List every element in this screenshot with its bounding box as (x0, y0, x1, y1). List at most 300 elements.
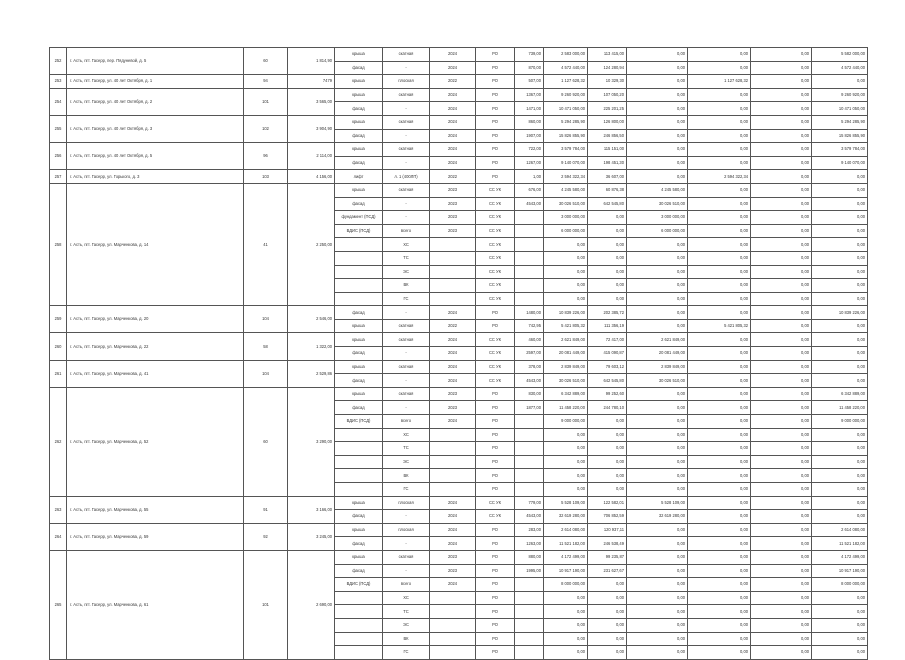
building-number-cell: 260 (50, 333, 67, 360)
volume-cell (515, 632, 544, 646)
total-cost-cell: 32 619 280,00 (544, 510, 588, 524)
building-area-cell: 3 166,00 (288, 496, 335, 523)
local-cell: 0,00 (688, 428, 751, 442)
owners-cell: 0,00 (751, 238, 812, 252)
local-cell: 0,00 (688, 401, 751, 415)
result-cell: 0,00 (812, 224, 868, 238)
table-row (50, 183, 905, 197)
regional-cell: 0,00 (627, 550, 688, 564)
source-cell: РО (476, 143, 515, 157)
material-cell: скатная (383, 143, 430, 157)
address-cell: г. Асть, пгт. Гасерр, ул. Марченкова, д. 14 (67, 183, 244, 305)
local-cell: 0,00 (688, 211, 751, 225)
owners-cell: 0,00 (751, 265, 812, 279)
regional-cell: 0,00 (627, 483, 688, 497)
regional-cell: 0,00 (627, 387, 688, 401)
regional-cell: 0,00 (627, 170, 688, 184)
work-type-cell: фундамент (ПСД) (335, 211, 383, 225)
volume-cell: 1877,00 (515, 401, 544, 415)
federal-cell: 0,00 (588, 591, 627, 605)
owners-cell: 0,00 (751, 374, 812, 388)
regional-cell: 0,00 (627, 61, 688, 75)
work-year-cell (430, 265, 476, 279)
work-year-cell: 2024 (430, 129, 476, 143)
regional-cell: 2 621 849,00 (627, 333, 688, 347)
total-cost-cell: 10 917 190,00 (544, 564, 588, 578)
result-cell: 15 826 855,90 (812, 129, 868, 143)
work-year-cell (430, 605, 476, 619)
total-cost-cell: 6 342 889,00 (544, 387, 588, 401)
table-row (50, 143, 905, 157)
material-cell: плоская (383, 75, 430, 89)
material-cell: - (383, 306, 430, 320)
volume-cell: 722,00 (515, 143, 544, 157)
federal-cell: 79 603,12 (588, 360, 627, 374)
local-cell: 0,00 (688, 455, 751, 469)
work-year-cell: 2024 (430, 415, 476, 429)
regional-cell: 5 528 109,00 (627, 496, 688, 510)
federal-cell: 0,00 (588, 428, 627, 442)
source-cell: РО (476, 129, 515, 143)
source-cell: РО (476, 483, 515, 497)
result-cell: 0,00 (812, 483, 868, 497)
material-cell: скатная (383, 319, 430, 333)
building-year-cell: 60 (244, 48, 288, 75)
material-cell: скатная (383, 387, 430, 401)
material-cell: - (383, 374, 430, 388)
regional-cell: 0,00 (627, 537, 688, 551)
total-cost-cell: 0,00 (544, 605, 588, 619)
work-year-cell (430, 483, 476, 497)
owners-cell: 0,00 (751, 156, 812, 170)
source-cell: РО (476, 455, 515, 469)
table-row (50, 550, 905, 564)
source-cell: РО (476, 632, 515, 646)
source-cell: РО (476, 306, 515, 320)
work-year-cell: 2024 (430, 143, 476, 157)
regional-cell: 0,00 (627, 319, 688, 333)
work-type-cell: крыша (335, 333, 383, 347)
federal-cell: 0,00 (588, 292, 627, 306)
result-cell: 10 917 190,00 (812, 564, 868, 578)
total-cost-cell: 5 421 805,32 (544, 319, 588, 333)
federal-cell: 72 417,00 (588, 333, 627, 347)
work-type-cell: фасад (335, 197, 383, 211)
work-type-cell: крыша (335, 550, 383, 564)
total-cost-cell: 0,00 (544, 469, 588, 483)
owners-cell: 0,00 (751, 306, 812, 320)
material-cell: ТС (383, 251, 430, 265)
total-cost-cell: 1 127 628,32 (544, 75, 588, 89)
federal-cell: 99 252,60 (588, 387, 627, 401)
owners-cell: 0,00 (751, 88, 812, 102)
work-type-cell (335, 469, 383, 483)
material-cell: скатная (383, 183, 430, 197)
federal-cell: 706 852,59 (588, 510, 627, 524)
owners-cell: 0,00 (751, 197, 812, 211)
work-year-cell: 2024 (430, 523, 476, 537)
owners-cell: 0,00 (751, 591, 812, 605)
owners-cell: 0,00 (751, 224, 812, 238)
volume-cell: 4543,00 (515, 374, 544, 388)
result-cell: 4 572 440,00 (812, 61, 868, 75)
local-cell: 0,00 (688, 143, 751, 157)
source-cell: СС УК (476, 183, 515, 197)
material-cell: - (383, 197, 430, 211)
regional-cell: 0,00 (627, 48, 688, 62)
volume-cell (515, 483, 544, 497)
work-year-cell: 2024 (430, 347, 476, 361)
work-type-cell: крыша (335, 183, 383, 197)
result-cell: 0,00 (812, 197, 868, 211)
work-year-cell (430, 428, 476, 442)
regional-cell: 0,00 (627, 75, 688, 89)
source-cell: РО (476, 537, 515, 551)
source-cell: РО (476, 156, 515, 170)
local-cell: 0,00 (688, 279, 751, 293)
regional-cell: 0,00 (627, 469, 688, 483)
regional-cell: 20 081 449,00 (627, 347, 688, 361)
volume-cell (515, 605, 544, 619)
local-cell: 0,00 (688, 156, 751, 170)
owners-cell: 0,00 (751, 523, 812, 537)
result-cell: 0,00 (812, 510, 868, 524)
building-year-cell: 91 (244, 496, 288, 523)
material-cell: скатная (383, 360, 430, 374)
total-cost-cell: 2 839 849,00 (544, 360, 588, 374)
local-cell: 0,00 (688, 387, 751, 401)
material-cell: всего (383, 578, 430, 592)
work-year-cell: 2023 (430, 211, 476, 225)
table-row (50, 360, 905, 374)
owners-cell: 0,00 (751, 143, 812, 157)
federal-cell: 115 151,00 (588, 143, 627, 157)
work-year-cell: 2023 (430, 401, 476, 415)
building-year-cell: 58 (244, 333, 288, 360)
result-cell: 0,00 (812, 292, 868, 306)
local-cell: 0,00 (688, 197, 751, 211)
address-cell: г. Асть, пгт. Гасерр, ул. Марченкова, д. 20 (67, 306, 244, 333)
volume-cell (515, 428, 544, 442)
work-year-cell: 2024 (430, 510, 476, 524)
total-cost-cell: 2 583 000,00 (544, 48, 588, 62)
total-cost-cell: 0,00 (544, 618, 588, 632)
local-cell: 1 127 628,32 (688, 75, 751, 89)
federal-cell: 0,00 (588, 224, 627, 238)
local-cell: 0,00 (688, 360, 751, 374)
address-cell: г. Асть, пгт. Гасерр, ул. 40 лет Октября, д. 3 (67, 115, 244, 142)
volume-cell (515, 455, 544, 469)
federal-cell: 122 582,01 (588, 496, 627, 510)
federal-cell: 111 356,19 (588, 319, 627, 333)
building-year-cell: 41 (244, 183, 288, 305)
local-cell: 0,00 (688, 483, 751, 497)
result-cell: 10 839 226,00 (812, 306, 868, 320)
material-cell: скатная (383, 48, 430, 62)
regional-cell: 0,00 (627, 251, 688, 265)
total-cost-cell: 0,00 (544, 455, 588, 469)
total-cost-cell: 30 026 510,00 (544, 197, 588, 211)
volume-cell: 742,95 (515, 319, 544, 333)
work-year-cell: 2023 (430, 224, 476, 238)
local-cell: 0,00 (688, 591, 751, 605)
result-cell: 0,00 (812, 646, 868, 660)
total-cost-cell: 10 839 226,00 (544, 306, 588, 320)
material-cell: - (383, 537, 430, 551)
regional-cell: 0,00 (627, 415, 688, 429)
material-cell: - (383, 564, 430, 578)
federal-cell: 10 329,30 (588, 75, 627, 89)
local-cell: 0,00 (688, 469, 751, 483)
total-cost-cell: 0,00 (544, 265, 588, 279)
work-type-cell (335, 251, 383, 265)
building-number-cell: 262 (50, 387, 67, 496)
building-area-cell: 2 690,00 (288, 550, 335, 659)
result-cell: 0,00 (812, 428, 868, 442)
local-cell: 0,00 (688, 496, 751, 510)
source-cell: РО (476, 75, 515, 89)
address-cell: г. Асть, пгт. Гасерр, ул. Марченкова, д. 61 (67, 550, 244, 659)
federal-cell: 124 280,94 (588, 61, 627, 75)
source-cell: СС УК (476, 238, 515, 252)
regional-cell: 0,00 (627, 156, 688, 170)
regional-cell: 0,00 (627, 618, 688, 632)
work-year-cell: 2024 (430, 578, 476, 592)
result-cell: 0,00 (812, 496, 868, 510)
address-cell: г. Асть, пгт. Гасерр, ул. Марченкова, д. 59 (67, 523, 244, 550)
regional-cell: 0,00 (627, 279, 688, 293)
local-cell: 0,00 (688, 618, 751, 632)
work-type-cell: лифт (335, 170, 383, 184)
federal-cell: 0,00 (588, 455, 627, 469)
source-cell: СС УК (476, 251, 515, 265)
building-area-cell: 2 546,00 (288, 306, 335, 333)
federal-cell: 198 451,30 (588, 156, 627, 170)
source-cell: СС УК (476, 374, 515, 388)
material-cell: - (383, 102, 430, 116)
source-cell: СС УК (476, 279, 515, 293)
regional-cell: 2 839 849,00 (627, 360, 688, 374)
total-cost-cell: 2 621 849,00 (544, 333, 588, 347)
material-cell: ТС (383, 442, 430, 456)
work-year-cell: 2024 (430, 496, 476, 510)
federal-cell: 0,00 (588, 632, 627, 646)
regional-cell: 0,00 (627, 632, 688, 646)
local-cell: 0,00 (688, 306, 751, 320)
total-cost-cell: 0,00 (544, 646, 588, 660)
federal-cell: 246 856,50 (588, 129, 627, 143)
owners-cell: 0,00 (751, 333, 812, 347)
federal-cell: 202 385,72 (588, 306, 627, 320)
federal-cell: 0,00 (588, 605, 627, 619)
federal-cell: 0,00 (588, 415, 627, 429)
work-year-cell: 2024 (430, 102, 476, 116)
federal-cell: 99 235,87 (588, 550, 627, 564)
source-cell: РО (476, 401, 515, 415)
building-number-cell: 254 (50, 88, 67, 115)
building-area-cell: 2 114,00 (288, 143, 335, 170)
owners-cell: 0,00 (751, 537, 812, 551)
source-cell: РО (476, 646, 515, 660)
material-cell: всего (383, 415, 430, 429)
federal-cell: 36 607,00 (588, 170, 627, 184)
work-year-cell (430, 238, 476, 252)
total-cost-cell: 0,00 (544, 251, 588, 265)
work-year-cell: 2024 (430, 156, 476, 170)
work-type-cell: ВДИС (ПСД) (335, 415, 383, 429)
table-row (50, 387, 905, 401)
source-cell: СС УК (476, 333, 515, 347)
source-cell: РО (476, 618, 515, 632)
owners-cell: 0,00 (751, 347, 812, 361)
federal-cell: 107 050,20 (588, 88, 627, 102)
owners-cell: 0,00 (751, 428, 812, 442)
total-cost-cell: 2 594 322,34 (544, 170, 588, 184)
volume-cell (515, 279, 544, 293)
volume-cell: 880,00 (515, 550, 544, 564)
result-cell: 0,00 (812, 319, 868, 333)
material-cell: ЭС (383, 265, 430, 279)
local-cell: 0,00 (688, 510, 751, 524)
work-type-cell: крыша (335, 88, 383, 102)
result-cell: 0,00 (812, 455, 868, 469)
work-type-cell (335, 483, 383, 497)
source-cell: РО (476, 170, 515, 184)
result-cell: 0,00 (812, 170, 868, 184)
work-type-cell: крыша (335, 360, 383, 374)
address-cell: г. Асть, пгт. Гасерр, ул. Марченкова, д. 22 (67, 333, 244, 360)
building-number-cell: 257 (50, 170, 67, 184)
owners-cell: 0,00 (751, 61, 812, 75)
total-cost-cell: 9 000 000,00 (544, 415, 588, 429)
local-cell: 0,00 (688, 442, 751, 456)
volume-cell: 460,00 (515, 333, 544, 347)
source-cell: РО (476, 48, 515, 62)
owners-cell: 0,00 (751, 211, 812, 225)
material-cell: - (383, 61, 430, 75)
table-row (50, 88, 905, 102)
total-cost-cell: 4 172 499,00 (544, 550, 588, 564)
building-number-cell: 255 (50, 115, 67, 142)
volume-cell (515, 238, 544, 252)
work-type-cell: фасад (335, 374, 383, 388)
regional-cell: 0,00 (627, 88, 688, 102)
work-type-cell: крыша (335, 319, 383, 333)
result-cell: 0,00 (812, 238, 868, 252)
work-type-cell (335, 292, 383, 306)
building-year-cell: 104 (244, 360, 288, 387)
federal-cell: 0,00 (588, 646, 627, 660)
federal-cell: 415 090,87 (588, 347, 627, 361)
total-cost-cell: 15 826 855,90 (544, 129, 588, 143)
result-cell: 0,00 (812, 632, 868, 646)
material-cell: всего (383, 224, 430, 238)
source-cell: РО (476, 591, 515, 605)
volume-cell: 1907,00 (515, 129, 544, 143)
total-cost-cell: 11 458 220,00 (544, 401, 588, 415)
building-year-cell: 104 (244, 306, 288, 333)
building-year-cell: 60 (244, 387, 288, 496)
owners-cell: 0,00 (751, 292, 812, 306)
result-cell: 2 614 080,00 (812, 523, 868, 537)
regional-cell: 3 000 000,00 (627, 211, 688, 225)
work-type-cell (335, 428, 383, 442)
owners-cell: 0,00 (751, 75, 812, 89)
result-cell: 11 458 220,00 (812, 401, 868, 415)
work-type-cell (335, 632, 383, 646)
local-cell: 0,00 (688, 88, 751, 102)
material-cell: ХС (383, 591, 430, 605)
source-cell: СС УК (476, 496, 515, 510)
building-area-cell: 1 322,00 (288, 333, 335, 360)
repair-program-table (49, 47, 905, 660)
table-row (50, 333, 905, 347)
source-cell: СС УК (476, 510, 515, 524)
result-cell: 0,00 (812, 251, 868, 265)
regional-cell: 0,00 (627, 442, 688, 456)
work-year-cell: 2024 (430, 333, 476, 347)
work-year-cell: 2024 (430, 115, 476, 129)
material-cell: ТС (383, 605, 430, 619)
building-area-cell: 3 904,90 (288, 115, 335, 142)
local-cell: 0,00 (688, 129, 751, 143)
volume-cell: 1267,00 (515, 156, 544, 170)
owners-cell: 0,00 (751, 415, 812, 429)
work-year-cell: 2024 (430, 374, 476, 388)
material-cell: - (383, 211, 430, 225)
total-cost-cell: 3 579 784,00 (544, 143, 588, 157)
local-cell: 0,00 (688, 265, 751, 279)
building-year-cell: 102 (244, 115, 288, 142)
local-cell: 0,00 (688, 48, 751, 62)
material-cell: л. 1 (400ЛП) (383, 170, 430, 184)
volume-cell: 1995,00 (515, 564, 544, 578)
address-cell: г. Асть, пгт. Гасерр, ул. Горького, д. 3 (67, 170, 244, 184)
federal-cell: 0,00 (588, 578, 627, 592)
building-number-cell: 265 (50, 550, 67, 659)
work-type-cell (335, 605, 383, 619)
result-cell: 8 000 000,00 (812, 578, 868, 592)
total-cost-cell: 9 260 920,00 (544, 88, 588, 102)
address-cell: г. Асть, пгт. Гасерр, ул. 40 лет Октября, д. 5 (67, 143, 244, 170)
work-type-cell: фасад (335, 102, 383, 116)
volume-cell: 1471,00 (515, 102, 544, 116)
building-number-cell: 258 (50, 183, 67, 305)
work-type-cell (335, 646, 383, 660)
building-number-cell: 252 (50, 48, 67, 75)
federal-cell: 642 545,80 (588, 197, 627, 211)
building-year-cell: 101 (244, 88, 288, 115)
regional-cell: 0,00 (627, 129, 688, 143)
volume-cell (515, 646, 544, 660)
material-cell: - (383, 129, 430, 143)
building-area-cell: 2 250,00 (288, 183, 335, 305)
volume-cell (515, 415, 544, 429)
volume-cell: 676,00 (515, 183, 544, 197)
total-cost-cell: 0,00 (544, 442, 588, 456)
owners-cell: 0,00 (751, 483, 812, 497)
work-year-cell (430, 618, 476, 632)
local-cell: 0,00 (688, 578, 751, 592)
building-year-cell: 103 (244, 170, 288, 184)
local-cell: 0,00 (688, 61, 751, 75)
owners-cell: 0,00 (751, 455, 812, 469)
regional-cell: 0,00 (627, 605, 688, 619)
owners-cell: 0,00 (751, 469, 812, 483)
result-cell: 0,00 (812, 591, 868, 605)
work-year-cell: 2024 (430, 306, 476, 320)
regional-cell: 0,00 (627, 646, 688, 660)
